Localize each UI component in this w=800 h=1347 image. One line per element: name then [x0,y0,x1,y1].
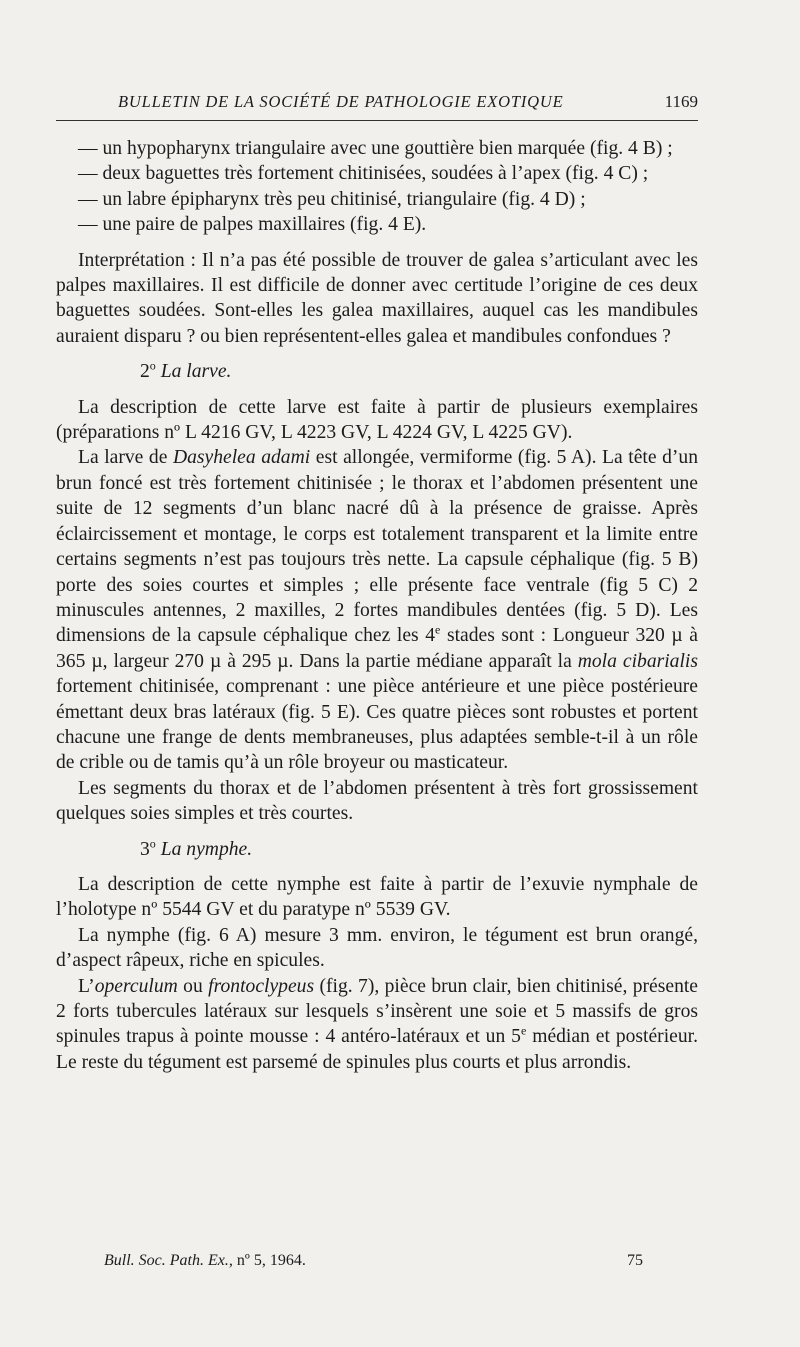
citation-issue: nº 5, 1964. [232,1252,306,1269]
text-run: La larve de [78,447,173,469]
heading-title: La nymphe. [160,838,253,860]
heading-number: 3 [140,838,150,860]
page-footer [56,1252,698,1276]
paragraph-larve-morphology [56,445,698,775]
heading-ordinal: o [149,836,156,851]
ordinal-superscript: e [435,622,441,637]
heading-title: La larve. [160,361,232,383]
text-run: ou [177,975,209,997]
journal-page [56,86,698,1276]
text-run: stades sont : Longueur 320 µ à 365 µ, largeur 270 µ à 295 µ. Dans la partie médiane apparaît la [56,625,698,672]
paragraph-larve-segments: Les segments du thorax et de l’abdomen présentent à très fort grossissement quelques soies simples et très courtes. [56,777,698,825]
journal-title: BULLETIN DE LA SOCIÉTÉ DE PATHOLOGIE EXOTIQUE [118,92,564,111]
footer-citation [104,1252,306,1270]
article-body [56,136,698,1075]
running-head [56,86,698,121]
heading-number: 2 [140,361,150,383]
species-name: Dasyhelea adami [172,447,311,469]
paragraph-nymphe-description: La description de cette nymphe est faite à partir de l’exuvie nymphale de l’holotype nº 5544 GV et du paratype nº 5539 GV. [56,873,698,921]
paragraph-operculum [56,974,698,1076]
section-heading-larve [56,359,698,384]
text-run: fortement chitinisée, comprenant : une pièce antérieure et une pièce postérieure émettant deux bras latéraux (fig. 5 E). Ces quatre pièces sont robustes et portent chacune une frange de dents membraneuses, plus adaptées semble-t-il à un rôle de crible ou de tamis qu’à un rôle broyeur ou masticateur. [56,676,698,774]
text-run: L’ [78,975,95,997]
heading-ordinal: o [149,358,156,373]
paragraph-nymphe-size: La nymphe (fig. 6 A) mesure 3 mm. environ, le tégument est brun orangé, d’aspect râpeux, riche en spicules. [56,924,698,972]
page-number: 1169 [664,92,698,111]
list-item-labre: — un labre épipharynx très peu chitinisé, triangulaire (fig. 4 D) ; [78,188,586,210]
anatomical-term: mola cibarialis [577,650,698,672]
list-item-hypopharynx: — un hypopharynx triangulaire avec une gouttière bien marquée (fig. 4 B) ; [78,138,673,159]
paragraph-larve-description: La description de cette larve est faite à partir de plusieurs exemplaires (préparations nº L 4216 GV, L 4223 GV, L 4224 GV, L 4225 GV). [56,396,698,444]
text-run: (fig. 7), pièce brun clair, bien chitinisé, présente 2 forts tubercules latéraux sur lesquels s’insèrent une soie et 5 massifs de gros spinules trapus à pointe mousse : 4 antéro-latéraux et un 5 [56,975,698,1048]
list-item-baguettes: — deux baguettes très fortement chitinisées, soudées à l’apex (fig. 4 C) ; [78,163,649,185]
citation-journal: Bull. Soc. Path. Ex., [104,1252,233,1269]
footer-folio: 75 [627,1252,643,1269]
anatomical-term: operculum [94,975,178,997]
section-heading-nymphe [56,837,698,862]
paragraph-interpretation: Interprétation : Il n’a pas été possible de trouver de galea s’articulant avec les palpes maxillaires. Il est difficile de donner avec certitude l’origine de ces deux baguettes soudées. Sont-elles les galea maxillaires, auquel cas les mandibules auraient disparu ? ou bien représentent-elles galea et mandibules confondues ? [56,249,698,347]
text-run: médian et postérieur. Le reste du tégument est parsemé de spinules plus courts et plus arrondis. [56,1026,698,1073]
text-run: est allongée, vermiforme (fig. 5 A). La tête d’un brun foncé est très fortement chitinisée ; le thorax et l’abdomen présentent une suite de 12 segments d’un blanc nacré dû à la présence de graisse. Après éclaircissement et montage, le corps est totalement transparent et la limite entre certains segments n’est pas toujours très nette. La capsule céphalique (fig. 5 B) porte des soies courtes et simples ; elle présente face ventrale (fig 5 C) 2 minuscules antennes, 2 maxilles, 2 fortes mandibules dentées (fig. 5 D). Les dimensions de la capsule céphalique chez les 4 [56,447,698,647]
anatomical-term: frontoclypeus [208,975,315,997]
list-item-palpes: — une paire de palpes maxillaires (fig. 4 E). [78,214,427,236]
ordinal-superscript: e [520,1023,527,1038]
